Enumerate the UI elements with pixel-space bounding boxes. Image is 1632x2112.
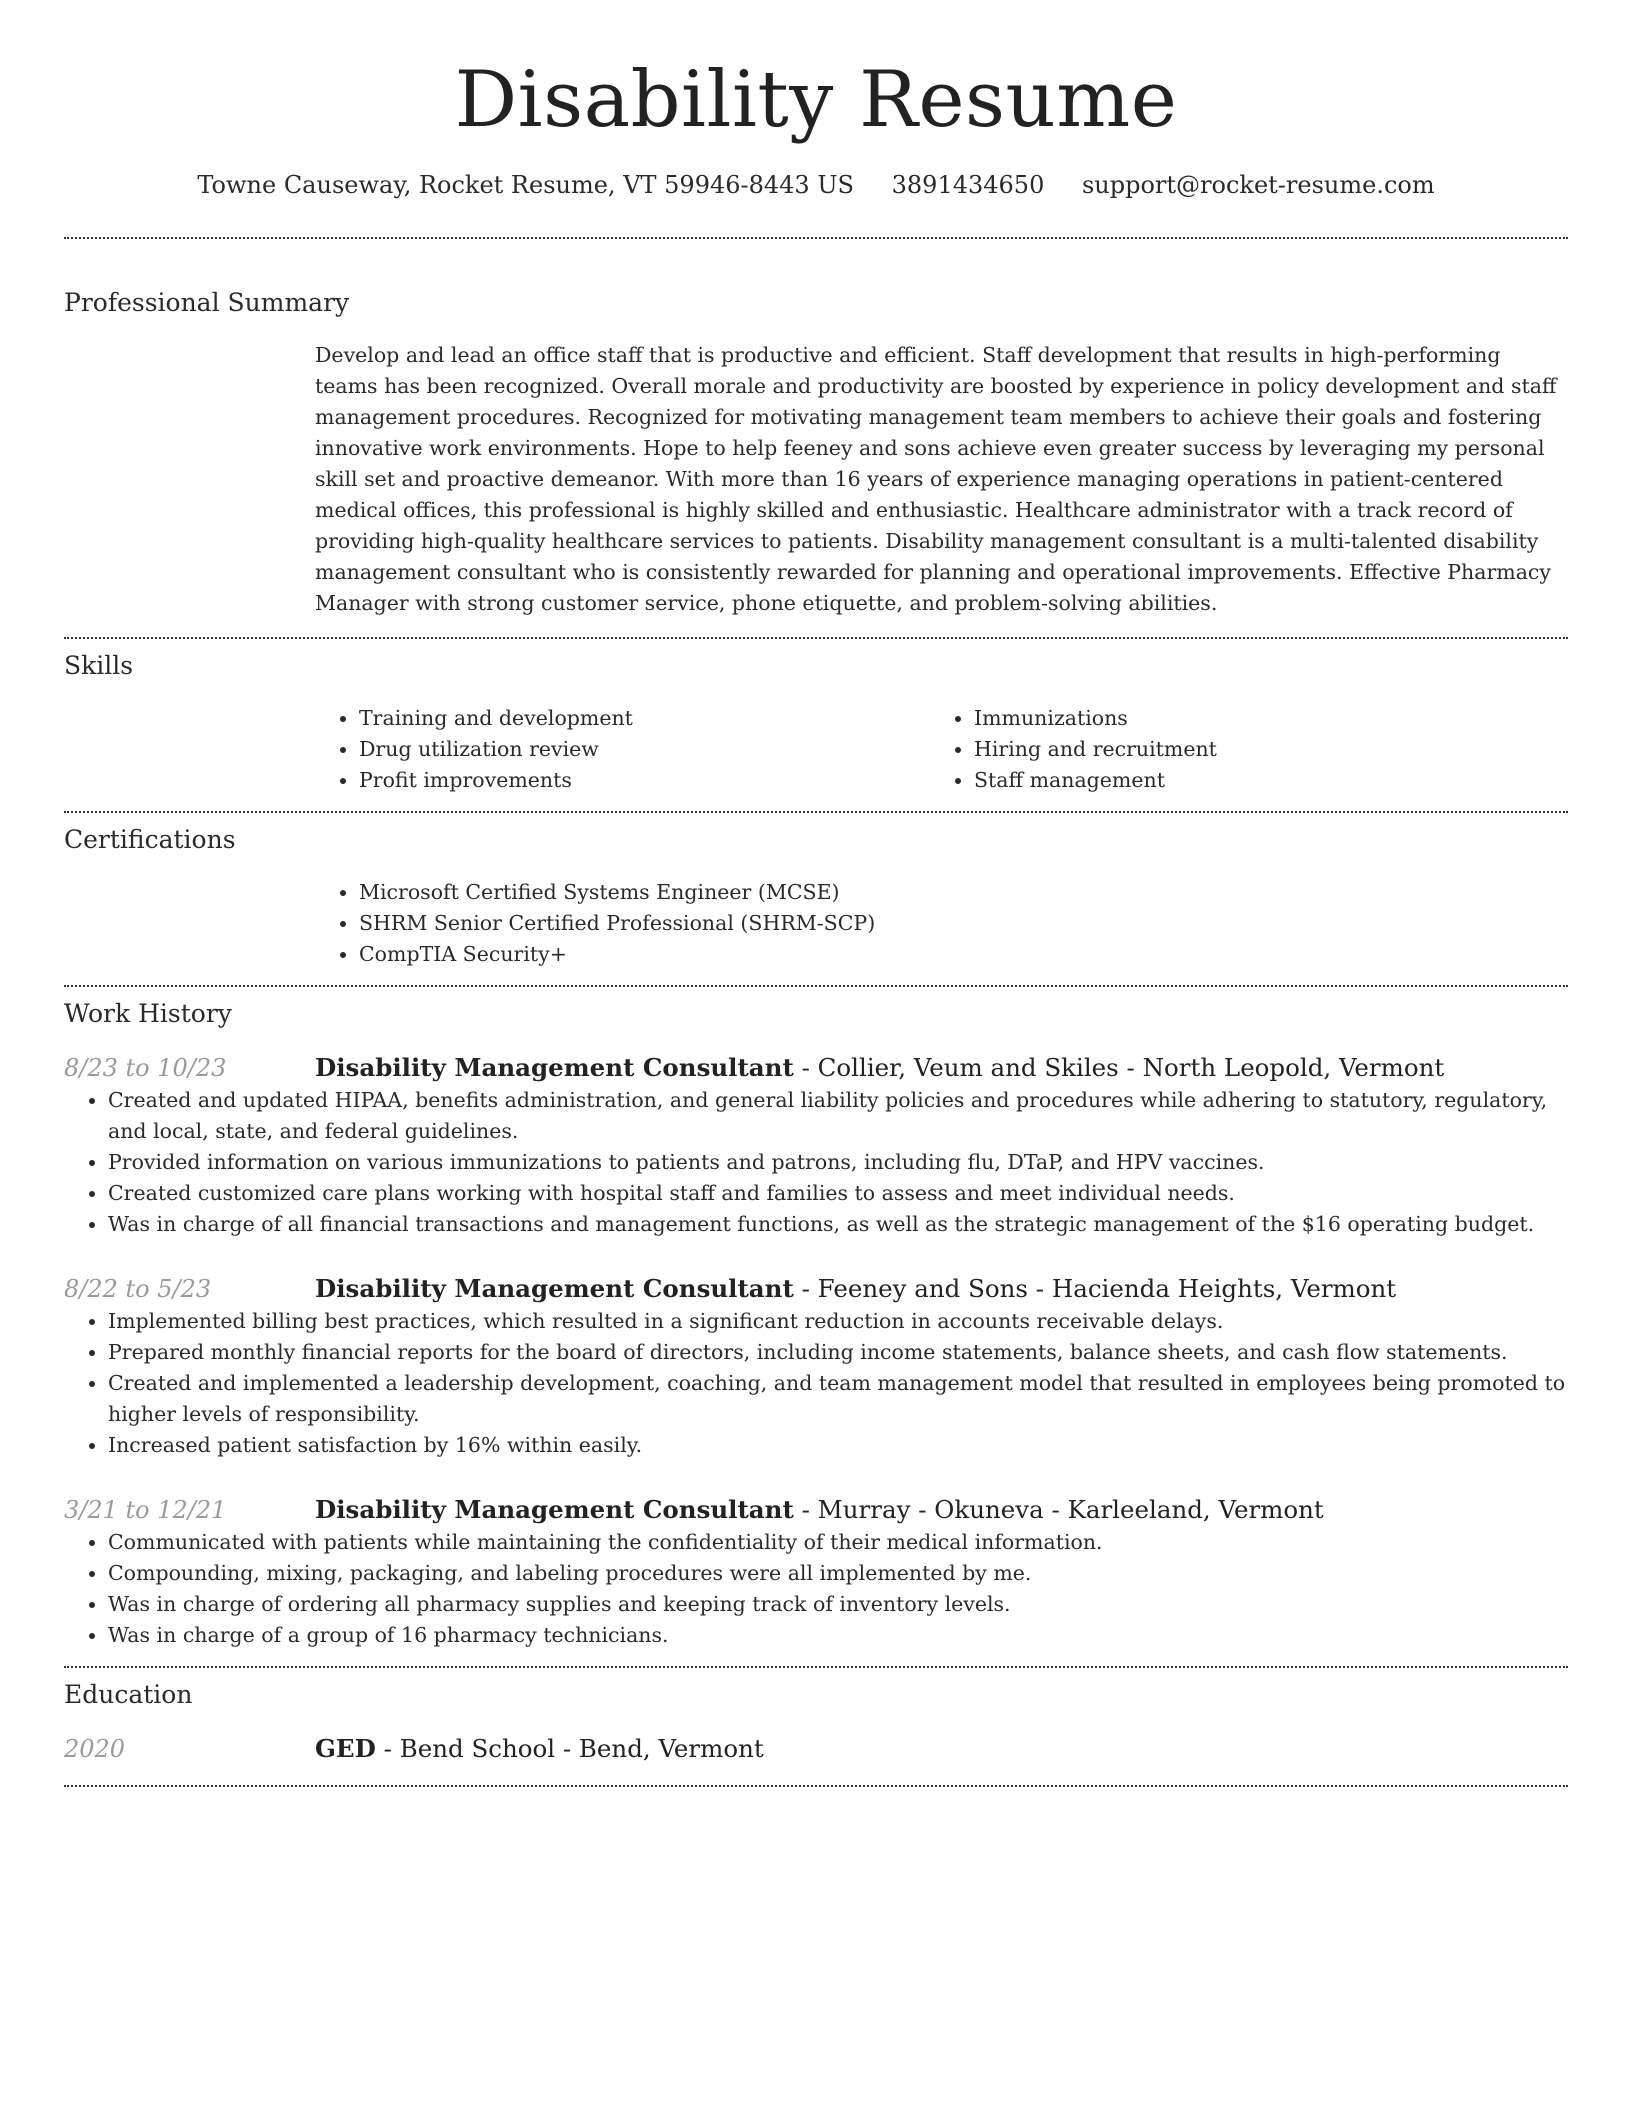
certifications-content <box>315 877 1568 970</box>
education-degree: GED <box>315 1734 376 1763</box>
section-title-certifications: Certifications <box>64 825 236 854</box>
job-company-location: - Collier, Veum and Skiles - North Leopold, Vermont <box>793 1053 1445 1082</box>
skills-grid <box>315 703 1568 796</box>
certifications-section <box>64 813 1568 985</box>
job-bullets <box>64 1527 1568 1651</box>
job-title <box>315 1272 1396 1306</box>
certification-item: • CompTIA Security+ <box>359 939 1568 970</box>
job-bullet: • Was in charge of ordering all pharmacy supplies and keeping track of inventory levels. <box>108 1589 1568 1620</box>
job-header <box>64 1051 1568 1085</box>
education-title <box>315 1732 764 1766</box>
job-role: Disability Management Consultant <box>315 1274 794 1303</box>
skill-item: • Staff management <box>974 765 1568 796</box>
job-bullet: • Compounding, mixing, packaging, and labeling procedures were all implemented by me. <box>108 1558 1568 1589</box>
contact-phone: 3891434650 <box>891 171 1045 199</box>
job-company-location: - Murray - Okuneva - Karleeland, Vermont <box>793 1495 1324 1524</box>
job-role: Disability Management Consultant <box>315 1495 794 1524</box>
job-header <box>64 1272 1568 1306</box>
section-divider <box>64 1785 1568 1787</box>
job-bullet: • Prepared monthly financial reports for the board of directors, including income statements, balance sheets, and cash flow statements. <box>108 1337 1568 1368</box>
job-dates: 3/21 to 12/21 <box>64 1496 227 1524</box>
job-role: Disability Management Consultant <box>315 1053 794 1082</box>
education-year: 2020 <box>64 1735 126 1763</box>
section-title-work-history: Work History <box>64 999 232 1028</box>
certification-item: • SHRM Senior Certified Professional (SHRM-SCP) <box>359 908 1568 939</box>
job-entry <box>64 1272 1568 1461</box>
section-title-skills: Skills <box>64 651 134 680</box>
certifications-list <box>315 877 1568 970</box>
job-title <box>315 1051 1444 1085</box>
skill-item: • Profit improvements <box>359 765 930 796</box>
certification-item: • Microsoft Certified Systems Engineer (MCSE) <box>359 877 1568 908</box>
education-header <box>64 1732 1568 1766</box>
skill-item: • Training and development <box>359 703 930 734</box>
education-entry <box>64 1732 1568 1766</box>
job-header <box>64 1493 1568 1527</box>
job-entry <box>64 1051 1568 1240</box>
job-bullet: • Communicated with patients while maintaining the confidentiality of their medical information. <box>108 1527 1568 1558</box>
summary-text: Develop and lead an office staff that is productive and efficient. Staff development that results in high-performing teams has been recognized. Overall morale and productivity are boosted by experience in policy development and staff management procedures. Recognized for motivating management team members to achieve their goals and fostering innovative work environments. Hope to help feeney and sons achieve even greater success by leveraging my personal skill set and proactive demeanor. With more than 16 years of experience managing operations in patient-centered medical offices, this professional is highly skilled and enthusiastic. Healthcare administrator with a track record of providing high-quality healthcare services to patients. Disability management consultant is a multi-talented disability management consultant who is consistently rewarded for planning and operational improvements. Effective Pharmacy Manager with strong customer service, phone etiquette, and problem-solving abilities. <box>315 343 1557 615</box>
resume-name: Disability Resume <box>454 55 1178 145</box>
section-title-education: Education <box>64 1680 193 1709</box>
job-entry <box>64 1493 1568 1651</box>
job-bullet: • Created and implemented a leadership development, coaching, and team management model that resulted in employees being promoted to higher levels of responsibility. <box>108 1368 1568 1430</box>
job-title <box>315 1493 1324 1527</box>
job-bullet: • Was in charge of a group of 16 pharmacy technicians. <box>108 1620 1568 1651</box>
job-bullet: • Increased patient satisfaction by 16% within easily. <box>108 1430 1568 1461</box>
section-title-summary: Professional Summary <box>64 288 350 317</box>
skill-item: • Hiring and recruitment <box>974 734 1568 765</box>
skill-item: • Drug utilization review <box>359 734 930 765</box>
job-dates: 8/23 to 10/23 <box>64 1054 227 1082</box>
skills-list-right <box>930 703 1568 796</box>
education-section <box>64 1668 1568 1785</box>
skill-item: • Immunizations <box>974 703 1568 734</box>
contact-address: Towne Causeway, Rocket Resume, VT 59946-8443 US <box>197 171 854 199</box>
contact-line <box>64 168 1568 202</box>
job-company-location: - Feeney and Sons - Hacienda Heights, Vermont <box>793 1274 1397 1303</box>
job-bullets <box>64 1306 1568 1461</box>
job-bullet: • Created customized care plans working with hospital staff and families to assess and meet individual needs. <box>108 1178 1568 1209</box>
job-dates: 8/22 to 5/23 <box>64 1275 212 1303</box>
skills-list-left <box>315 703 930 796</box>
summary-section <box>64 239 1568 637</box>
contact-email: support@rocket-resume.com <box>1081 171 1435 199</box>
job-bullet: • Provided information on various immunizations to patients and patrons, including flu, DTaP, and HPV vaccines. <box>108 1147 1568 1178</box>
resume-header <box>64 0 1568 202</box>
education-school-location: - Bend School - Bend, Vermont <box>375 1734 764 1763</box>
summary-content <box>315 340 1568 619</box>
job-bullets <box>64 1085 1568 1240</box>
work-history-section <box>64 987 1568 1666</box>
skills-section <box>64 639 1568 811</box>
job-bullet: • Was in charge of all financial transactions and management functions, as well as the strategic management of the $16 operating budget. <box>108 1209 1568 1240</box>
job-bullet: • Implemented billing best practices, which resulted in a significant reduction in accounts receivable delays. <box>108 1306 1568 1337</box>
job-bullet: • Created and updated HIPAA, benefits administration, and general liability policies and procedures while adhering to statutory, regulatory, and local, state, and federal guidelines. <box>108 1085 1568 1147</box>
